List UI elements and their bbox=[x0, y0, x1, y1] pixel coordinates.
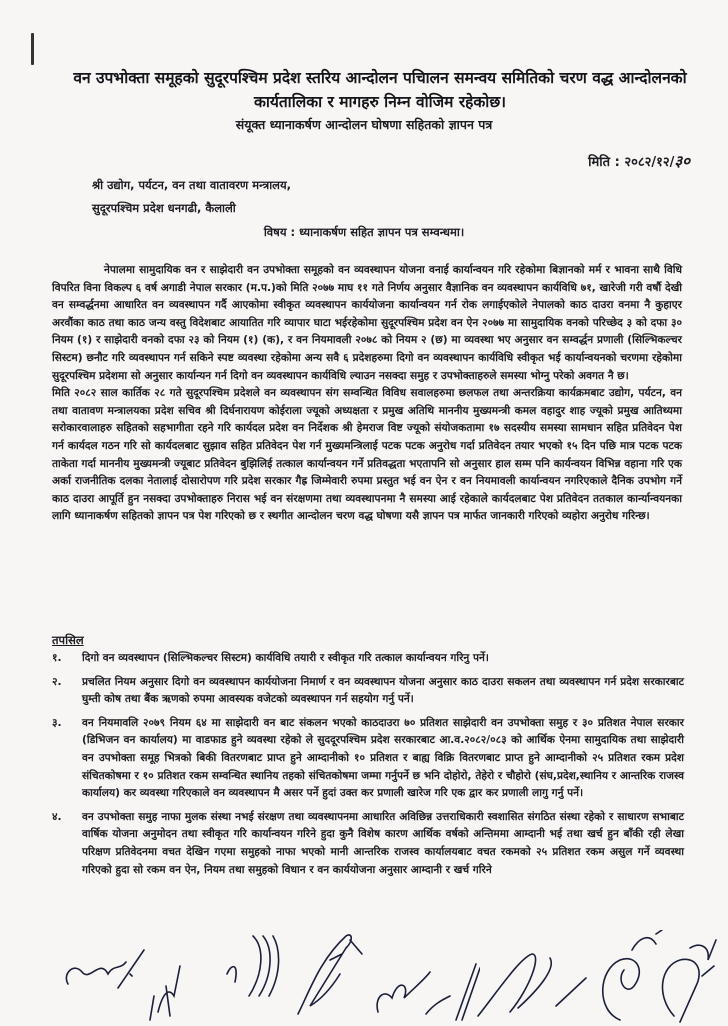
demand-item bbox=[52, 715, 684, 803]
date-line bbox=[588, 151, 690, 171]
addressee-line-2: सुदूरपश्चिम प्रदेश धनगढी, कैलाली bbox=[92, 201, 236, 215]
demand-item bbox=[52, 674, 684, 709]
document-subtitle: संयूक्त ध्यानाकर्षण आन्दोलन घोषणा सहितको ज्ञापन पत्र bbox=[235, 117, 493, 132]
demand-number: ३. bbox=[52, 716, 62, 729]
document-title: वन उपभोक्ता समूहको सुदूरपश्चिम प्रदेश स्तरिय आन्दोलन पचािलन समन्वय समितिको चरण वद्ध आन्दोलनको कार्यतालिका र मागहरु निम्न वोजिम रहेकोछ। bbox=[73, 69, 687, 111]
demand-text: वन नियमावलि २०७९ नियम ६४ मा साझेदारी वन बाट संकलन भएको काठदाउरा ७० प्रतिशत साझेदारी वन उपभोक्ता समुह र ३० प्रतिशत नेपाल सरकार (डिभिजन वन कार्यालय) मा वाडफाड हुने व्यवस्था रहेको ले सुददूरपश्चिम प्रदेश सरकारबाट आ.व.२०८२/०८३ को आर्थिक ऐनमा सामुदायिक तथा साझेदारी वन उपभोक्ता समूह भित्रको बिकी वितरणबाट प्राप्त हुने आम्दानीको १० प्रतिशत र बाह्य विक्रि वितरणबाट प्राप्त हुने आम्दानीको २५ प्रतिशत रकम प्रदेश संचितकोषमा र १० प्रतिशत रकम सम्वन्धित स्थानिय तहको संचितकोषमा जम्मा गर्नुपर्ने छ भनि दोहोरो, तेहेरो र चौहोरो (संघ,प्रदेश,स्थानिय र आन्तरिक राजस्व कार्यालय) कर व्यवस्था गरिएकाले वन व्यवस्थापन मै असर पर्ने हुदां उक्त कर प्रणाली खारेज गरि एक द्वार कर प्रणाली लागु गर्नु पर्ने। bbox=[82, 716, 684, 800]
demand-item bbox=[52, 650, 684, 668]
signatures-area bbox=[0, 930, 728, 1024]
demands-list bbox=[52, 650, 684, 885]
demand-text: प्रचलित नियम अनुसार दिगो वन व्यवस्थापन कार्ययोजना निमार्ण र वन व्यवस्थापन योजना अनुसार काठ दाउरा सकलन तथा व्यवस्थापन गर्न प्रदेश सरकारबाट घुम्ती कोष तथा बैंक ऋणको रुपमा आवस्यक वजेटको व्यवस्थापन गर्न सहयोग गर्नु पर्ने। bbox=[82, 675, 684, 706]
signature-4 bbox=[290, 930, 370, 1020]
signature-3 bbox=[215, 934, 285, 1004]
addressee-line-1: श्री उद्योग, पर्यटन, वन तथा वातावरण मन्त्रालय, bbox=[92, 178, 292, 192]
signature-7 bbox=[470, 948, 590, 1024]
section-heading: तपसिल bbox=[52, 633, 84, 647]
demand-text: दिगो वन व्यवस्थापन (सिल्भिकल्चर सिस्टम) कार्यविधि तयारी र स्वीकृत गरि तत्काल कार्यान्वयन गरिनु पर्ने। bbox=[82, 652, 489, 664]
addressee-block bbox=[92, 174, 291, 220]
demand-item bbox=[52, 809, 684, 879]
subject-line: विषय : ध्यानाकर्षण सहित ज्ञापन पत्र सम्वन्धमा। bbox=[263, 225, 465, 239]
date-label: मिति : २०८२/१२/ bbox=[588, 155, 675, 170]
signature-2 bbox=[140, 956, 190, 1026]
body-paragraph-2: मिति २०८२ साल कार्तिक २८ गते सुदूरपश्चिम प्रदेशले वन व्यवस्थापन संग सम्वन्धित विविध सवालहरुमा छलफल तथा अन्तरक्रिया कार्यक्रमबाट उद्योग, पर्यटन, वन तथा वातावण मन्त्रालयका प्रदेश सचिव श्री दिर्घनारायण कोईराला ज्यूको अध्यक्षता र प्रमुख अतिथि माननीय मुख्यमन्त्री कमल वहादुर शाह ज्यूको प्रमुख आतिथ्यमा सरोकारवालाहरु सहितको सहभागीता रहने गरि कार्यदल प्रदेश वन निर्देशक श्री हेमराज विष्ट ज्यूको संयोजकतामा १७ सदस्यीय समस्या सामधान सहित प्रतिवेदन पेश गर्न कार्यदल गठन गरि सो कार्यदलबाट सुझाव सहित प्रतिवेदन पेश गर्न मुख्यमन्त्रिलाई पटक पटक अनुरोध गर्दा प्रतिवेदन तयार भएको १५ दिन पछि मात्र पटक पटक ताकेता गर्दा माननीय मुख्यमन्त्री ज्यूबाट प्रतिवेदन बुझिलिई तत्काल कार्यान्वयन गर्ने प्रतिवद्धता भएतापनि सो अनुसार हाल सम्म पनि कार्यन्वयन विभिन्न वहाना गरि एक अर्का राजनीतिक दलका नेतालाई दोसारोपण गरि प्रदेश सरकार गैह्र जिम्मेवारी रुपमा प्रस्तुत भई वन ऐन र वन नियमावली कार्यान्वयन नगरिएकाले दैनिक उपभोग गर्ने काठ दाउरा आपूर्ति हुन नसक्दा उपभोक्ताहरु निरास भई वन संरक्षणमा तथा व्यवस्थापनमा नै समस्या आई रहेकाले कार्यदलबाट पेश प्रतिवेदन ततकाल कार्न्यान्वयनका लागि ध्यानाकर्षण सहितको ज्ञापन पत्र पेश गरिएको छ र स्थगीत आन्दोलन चरण वद्ध घोषणा यसै ज्ञापन पत्र मार्फत जानकारी गरिएको व्यहोरा अनुरोध गरिन्छ। bbox=[52, 387, 682, 523]
signature-9 bbox=[650, 936, 720, 1026]
demand-number: १. bbox=[52, 652, 62, 664]
letter-body bbox=[52, 262, 682, 526]
signature-1 bbox=[60, 944, 150, 1004]
demand-number: २. bbox=[52, 675, 62, 688]
date-handwritten-day: ३० bbox=[674, 152, 690, 170]
body-paragraph-1: नेपालमा सामुदायिक वन र साझेदारी वन उपभोक्ता समूहको वन व्यवस्थापन योजना वनाई कार्यान्वयन गरि रहेकोमा बिज्ञानको मर्म र भावना साथै विधि विपरित विना विकल्प ६ वर्ष अगाडी नेपाल सरकार (म.प.)को मिति २०७७ माघ ११ गते निर्णय अनुसार वैज्ञानिक वन व्यवस्थापन कार्यविधि ७१, खारेजी गरी वर्षौ देखी वन सम्वर्द्धनमा आधारित वन व्यवस्थापन गर्दै आएकोमा स्वीकृत व्यवस्थापन कार्ययोजना कार्यान्वयन गर्न रोक लगाईएकोले नेपालको काठ दाउरा वनमा नै कुहाएर अरवौंका काठ तथा काठ जन्य वस्तु विदेशबाट आयातित गरि व्यापार घाटा भईरहेकोमा सुदूरपश्चिम प्रदेश वन ऐन २०७७ मा सामुदायिक वनको परिच्छेद ३ को दफा ३० नियम (१) र साझेदारी वनको दफा २३ को नियम (१) (क), र वन नियमावली २०७८ को नियम २ (छ) मा व्यवस्था भए अनुसार वन सम्वर्द्धन प्रणाली (सिल्भिकल्चर सिस्टम) छनौट गरि व्यवस्थापन गर्न सकिने स्पष्ट व्यवस्था रहेकोमा अन्य सवै ६ प्रदेशहरुमा दिगो वन व्यवस्थापन कार्यविधि स्वीकृत भई कार्यान्वयनको चरणमा रहेकोमा सुदूरपश्चिम प्रदेशमा सो अनुसार कार्यान्यन गर्न दिगो वन व्यवस्थापन कार्यविधि ल्याउन नसक्दा समुह र उपभोक्ताहरुले समस्या भोग्नु परेको अवगत नै छ। bbox=[52, 264, 682, 382]
margin-pen-mark bbox=[31, 33, 34, 65]
demand-number: ४. bbox=[52, 810, 62, 823]
demand-text: वन उपभोक्ता समुह नाफा मुलक संस्था नभई संरक्षण तथा व्यवस्थापनमा आधारित अविछिन्न उत्तराधिकारी स्वशासित संगठित संस्था रहेको र साधारण सभाबाट वार्षिक योजना अनुमोदन तथा स्वीकृत गरि कार्यान्वयन गरिने हुदा कुनै विशेष कारण आर्थिक वर्षको अन्तिममा आम्दानी भई तथा खर्च हुन बाँकी रही लेखा परिक्षण प्रतिवेदनमा वचत देखिन गएमा समुहको नाफा भएको मानी आन्तरिक राजस्व कार्यालयबाट वचत रकमको २५ प्रतिशत रकम असुल गर्ने व्यवस्था गरिएको हुदा सो रकम वन ऐन, नियम तथा समुहको विधान र वन कार्ययोजना अनुसार आम्दानी र खर्च गरिने bbox=[82, 810, 684, 876]
